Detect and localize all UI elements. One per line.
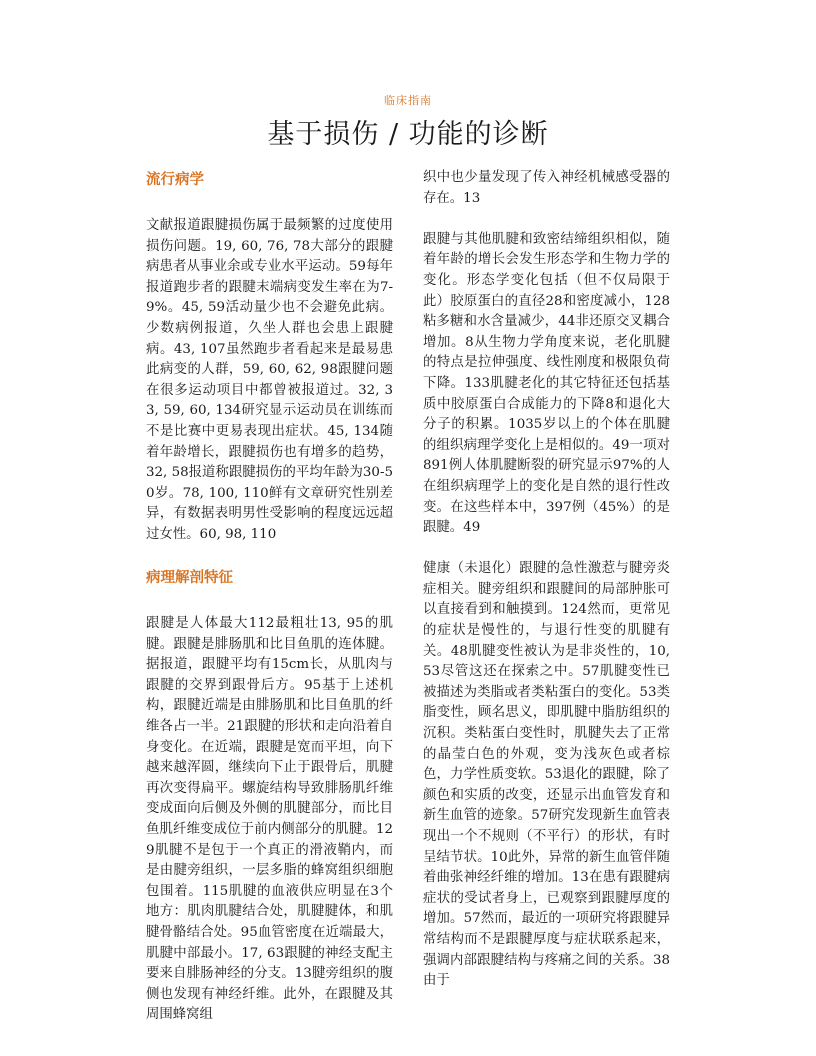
right-column xyxy=(423,168,670,1012)
paragraph-pathoanatomy: 跟腱是人体最大112最粗壮13, 95的肌腱。跟腱是腓肠肌和比目鱼肌的连体腱。据报道，跟腱平均有15cm长，从肌肉与跟腱的交界到跟骨后方。95基于上述机构，跟腱近端是由腓肠肌和比目鱼肌的纤维各占一半。21跟腱的形状和走向沿着自身变化。在近端，跟腱是宽而平坦，向下越来越浑圆，继续向下止于跟骨后，肌腱再次变得扁平。螺旋结构导致腓肠肌纤维变成面向后侧及外侧的肌腱部分，而比目鱼肌纤维变成位于前内侧部分的肌腱。129肌腱不是包于一个真正的滑液鞘内，而是由腱旁组织，一层多脂的蜂窝组织细胞包围着。115肌腱的血液供应明显在3个地方：肌肉肌腱结合处，肌腱腱体，和肌腱骨骼结合处。95血管密度在近端最大，肌腱中部最小。17, 63跟腱的神经支配主要来自腓肠神经的分支。13腱旁组织的腹侧也发现有神经纤维。此外，在跟腱及其周围蜂窝组 xyxy=(146,616,393,1023)
paragraph-aging: 跟腱与其他肌腱和致密结缔组织相似，随着年龄的增长会发生形态学和生物力学的变化。形态学变化包括（但不仅局限于此）胶原蛋白的直径28和密度减小，128粘多糖和水含量减少，44非还原交叉耦合增加。8从生物力学角度来说，老化肌腱的特点是拉伸强度、线性刚度和极限负荷下降。133肌腱老化的其它特征还包括基质中胶原蛋白合成能力的下降8和退化大分子的积累。1035岁以上的个体在肌腱的组织病理学变化上是相似的。49一项对891例人体肌腱断裂的研究显示97%的人在组织病理学上的变化是自然的退行性改变。在这些样本中，397例（45%）的是跟腱。49 xyxy=(423,231,670,536)
left-column xyxy=(146,168,393,1047)
page-title: 基于损伤 / 功能的诊断 xyxy=(267,119,549,150)
paragraph-mechanoreceptors: 织中也少量发现了传入神经机械感受器的存在。13 xyxy=(423,170,670,206)
paragraph-epidemiology: 文献报道跟腱损伤属于最频繁的过度使用损伤问题。19, 60, 76, 78大部分的跟腱病患者从事业余或专业水平运动。59每年报道跑步者的跟腱末端病变发生率在为7-9%。45, 59活动量少也不会避免此病。少数病例报道，久坐人群也会患上跟腱病。43, 107虽然跑步者看起来是最易患此病变的人群，59, 60, 62, 98跟腱问题在很多运动项目中都曾被报道过。32, 33, 59, 60, 134研究显示运动员在训练而不是比赛中更易表现出症状。45, 134随着年龄增长，跟腱损伤也有增多的趋势，32, 58报道称跟腱损伤的平均年龄为30-50岁。78, 100, 110鲜有文章研究性别差异，有数据表明男性受影响的程度远远超过女性。60, 98, 110 xyxy=(146,218,393,542)
heading-epidemiology: 流行病学 xyxy=(146,172,204,188)
section-kicker: 临床指南 xyxy=(384,94,432,107)
paragraph-tendinosis: 健康（未退化）跟腱的急性激惹与腱旁炎症相关。腱旁组织和跟腱间的局部肿胀可以直接看到和触摸到。124然而，更常见的症状是慢性的，与退行性变的肌腱有关。48肌腱变性被认为是非炎性的，10, 53尽管这还在探索之中。57肌腱变性已被描述为类脂或者类粘蛋白的变化。53类脂变性，顾名思义，即肌腱中脂肪组织的沉积。类粘蛋白变性时，肌腱失去了正常的晶莹白色的外观，变为浅灰色或者棕色，力学性质变软。53退化的跟腱，除了颜色和实质的改变，还显示出血管发育和新生血管的迹象。57研究发现新生血管表现出一个不规则（不平行）的形状，有时呈结节状。10此外，异常的新生血管伴随着曲张神经纤维的增加。13在患有跟腱病症状的受试者身上，已观察到跟腱厚度的增加。57然而，最近的一项研究将跟腱异常结构而不是跟腱厚度与症状联系起来，强调内部跟腱结构与疼痛之间的关系。38由于 xyxy=(423,561,670,989)
heading-pathoanatomy: 病理解剖特征 xyxy=(146,570,233,587)
